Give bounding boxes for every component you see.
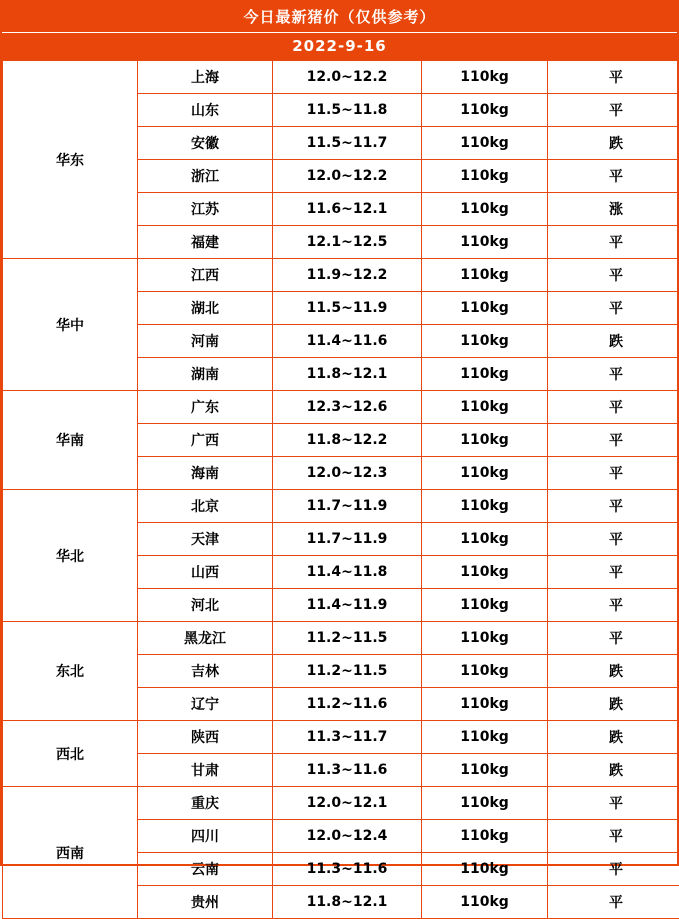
price-cell: 11.7~11.9 xyxy=(273,523,422,556)
trend-cell: 跌 xyxy=(548,721,679,754)
trend-cell: 涨 xyxy=(548,193,679,226)
weight-cell: 110kg xyxy=(422,622,548,655)
province-cell: 重庆 xyxy=(138,787,273,820)
region-cell: 华中 xyxy=(3,259,138,391)
trend-cell: 平 xyxy=(548,160,679,193)
region-cell: 华北 xyxy=(3,490,138,622)
trend-cell: 平 xyxy=(548,589,679,622)
trend-cell: 平 xyxy=(548,61,679,94)
price-cell: 11.5~11.7 xyxy=(273,127,422,160)
weight-cell: 110kg xyxy=(422,721,548,754)
price-cell: 11.4~11.9 xyxy=(273,589,422,622)
province-cell: 山西 xyxy=(138,556,273,589)
weight-cell: 110kg xyxy=(422,292,548,325)
province-cell: 安徽 xyxy=(138,127,273,160)
table-row xyxy=(3,259,679,292)
weight-cell: 110kg xyxy=(422,556,548,589)
province-cell: 福建 xyxy=(138,226,273,259)
price-cell: 11.8~12.1 xyxy=(273,358,422,391)
province-cell: 贵州 xyxy=(138,886,273,919)
price-cell: 11.2~11.5 xyxy=(273,622,422,655)
weight-cell: 110kg xyxy=(422,358,548,391)
region-cell: 西南 xyxy=(3,787,138,919)
trend-cell: 平 xyxy=(548,853,679,886)
price-cell: 11.8~12.1 xyxy=(273,886,422,919)
table-row xyxy=(3,787,679,820)
price-cell: 11.9~12.2 xyxy=(273,259,422,292)
price-cell: 11.2~11.6 xyxy=(273,688,422,721)
province-cell: 黑龙江 xyxy=(138,622,273,655)
price-cell: 11.3~11.6 xyxy=(273,853,422,886)
price-cell: 11.2~11.5 xyxy=(273,655,422,688)
weight-cell: 110kg xyxy=(422,886,548,919)
province-cell: 云南 xyxy=(138,853,273,886)
price-cell: 12.3~12.6 xyxy=(273,391,422,424)
province-cell: 湖南 xyxy=(138,358,273,391)
trend-cell: 平 xyxy=(548,226,679,259)
province-cell: 河北 xyxy=(138,589,273,622)
price-cell: 11.4~11.6 xyxy=(273,325,422,358)
province-cell: 江西 xyxy=(138,259,273,292)
table-row xyxy=(3,721,679,754)
price-cell: 12.1~12.5 xyxy=(273,226,422,259)
trend-cell: 平 xyxy=(548,523,679,556)
trend-cell: 平 xyxy=(548,259,679,292)
weight-cell: 110kg xyxy=(422,226,548,259)
weight-cell: 110kg xyxy=(422,787,548,820)
price-cell: 11.3~11.7 xyxy=(273,721,422,754)
price-cell: 11.5~11.9 xyxy=(273,292,422,325)
trend-cell: 平 xyxy=(548,556,679,589)
date-bar: 2022-9-16 xyxy=(2,32,677,60)
region-cell: 华东 xyxy=(3,61,138,259)
province-cell: 吉林 xyxy=(138,655,273,688)
price-cell: 11.4~11.8 xyxy=(273,556,422,589)
trend-cell: 跌 xyxy=(548,127,679,160)
weight-cell: 110kg xyxy=(422,127,548,160)
province-cell: 山东 xyxy=(138,94,273,127)
province-cell: 四川 xyxy=(138,820,273,853)
weight-cell: 110kg xyxy=(422,391,548,424)
table-row xyxy=(3,622,679,655)
province-cell: 河南 xyxy=(138,325,273,358)
region-cell: 东北 xyxy=(3,622,138,721)
weight-cell: 110kg xyxy=(422,688,548,721)
trend-cell: 平 xyxy=(548,490,679,523)
province-cell: 广东 xyxy=(138,391,273,424)
price-cell: 11.3~11.6 xyxy=(273,754,422,787)
weight-cell: 110kg xyxy=(422,193,548,226)
price-cell: 12.0~12.2 xyxy=(273,160,422,193)
weight-cell: 110kg xyxy=(422,457,548,490)
region-cell: 西北 xyxy=(3,721,138,787)
price-cell: 12.0~12.2 xyxy=(273,61,422,94)
table-row xyxy=(3,490,679,523)
trend-cell: 平 xyxy=(548,820,679,853)
trend-cell: 平 xyxy=(548,787,679,820)
page-title: 今日最新猪价（仅供参考） xyxy=(2,2,677,32)
price-cell: 11.5~11.8 xyxy=(273,94,422,127)
price-cell: 11.6~12.1 xyxy=(273,193,422,226)
province-cell: 陕西 xyxy=(138,721,273,754)
price-cell: 11.8~12.2 xyxy=(273,424,422,457)
province-cell: 上海 xyxy=(138,61,273,94)
table-row xyxy=(3,61,679,94)
trend-cell: 平 xyxy=(548,886,679,919)
trend-cell: 平 xyxy=(548,622,679,655)
weight-cell: 110kg xyxy=(422,820,548,853)
price-cell: 12.0~12.1 xyxy=(273,787,422,820)
trend-cell: 跌 xyxy=(548,688,679,721)
province-cell: 海南 xyxy=(138,457,273,490)
weight-cell: 110kg xyxy=(422,325,548,358)
trend-cell: 跌 xyxy=(548,325,679,358)
weight-cell: 110kg xyxy=(422,490,548,523)
trend-cell: 平 xyxy=(548,424,679,457)
weight-cell: 110kg xyxy=(422,61,548,94)
weight-cell: 110kg xyxy=(422,424,548,457)
province-cell: 北京 xyxy=(138,490,273,523)
trend-cell: 平 xyxy=(548,358,679,391)
province-cell: 浙江 xyxy=(138,160,273,193)
trend-cell: 跌 xyxy=(548,754,679,787)
weight-cell: 110kg xyxy=(422,160,548,193)
trend-cell: 跌 xyxy=(548,655,679,688)
region-cell: 华南 xyxy=(3,391,138,490)
weight-cell: 110kg xyxy=(422,853,548,886)
province-cell: 湖北 xyxy=(138,292,273,325)
weight-cell: 110kg xyxy=(422,259,548,292)
trend-cell: 平 xyxy=(548,292,679,325)
weight-cell: 110kg xyxy=(422,589,548,622)
trend-cell: 平 xyxy=(548,457,679,490)
province-cell: 广西 xyxy=(138,424,273,457)
weight-cell: 110kg xyxy=(422,655,548,688)
price-cell: 12.0~12.3 xyxy=(273,457,422,490)
weight-cell: 110kg xyxy=(422,523,548,556)
province-cell: 天津 xyxy=(138,523,273,556)
price-cell: 12.0~12.4 xyxy=(273,820,422,853)
weight-cell: 110kg xyxy=(422,754,548,787)
province-cell: 辽宁 xyxy=(138,688,273,721)
trend-cell: 平 xyxy=(548,391,679,424)
province-cell: 甘肃 xyxy=(138,754,273,787)
pig-price-table xyxy=(2,60,679,919)
weight-cell: 110kg xyxy=(422,94,548,127)
table-row xyxy=(3,391,679,424)
province-cell: 江苏 xyxy=(138,193,273,226)
price-cell: 11.7~11.9 xyxy=(273,490,422,523)
trend-cell: 平 xyxy=(548,94,679,127)
